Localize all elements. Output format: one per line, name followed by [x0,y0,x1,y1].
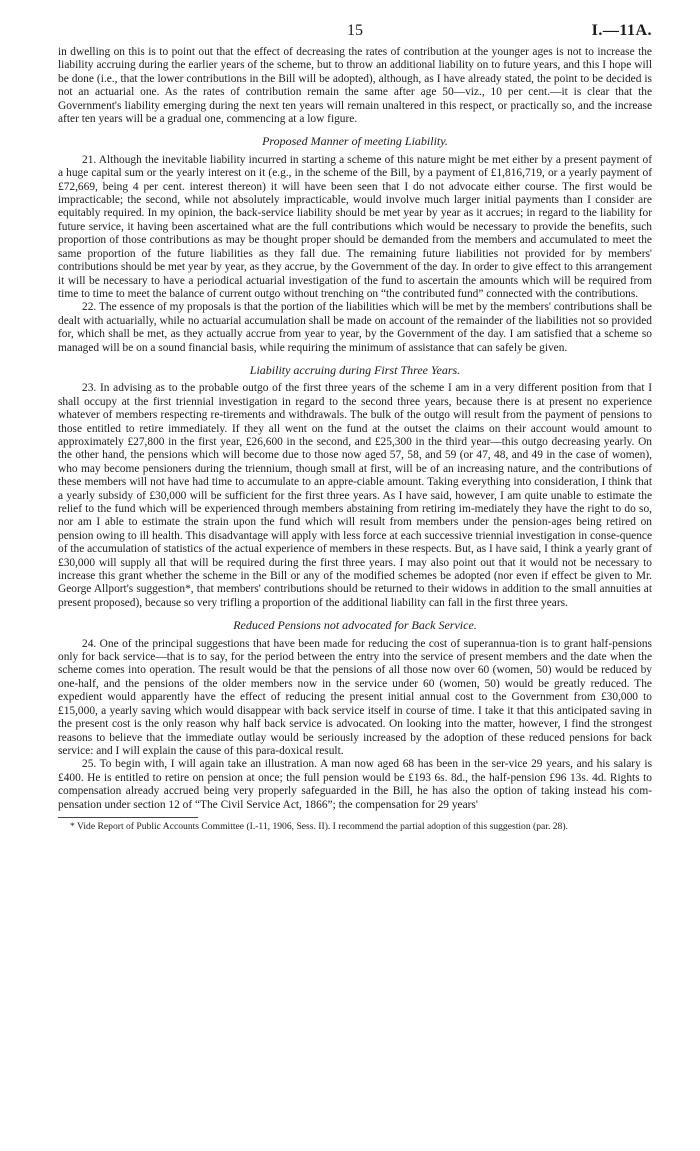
paragraph-continuation: in dwelling on this is to point out that the effect of decreasing the rates of contribution at the younger ages is not to increase the liability accruing during the earlier years of the scheme, but to throw an additional liability on to future years, and this I hope will be done (i.e., that the lower contributions in the Bill will be adopted), although, as I have already stated, the point to be decided is not an actuarial one. As the rates of contribution remain the same after age 50—viz., 10 per cent.—it is clear that the Government's liability emerging during the next ten years will remain unaltered in this respect, or practically so, and the increase after ten years will be a gradual one, commencing at a low figure. [58,46,652,126]
paragraph-21: 21. Although the inevitable liability incurred in starting a scheme of this nature might be met either by a present payment of a huge capital sum or the yearly interest on it (e.g., in the scheme of the Bill, by a payment of £1,816,719, or a yearly payment of £72,669, being 4 per cent. interest thereon) it will have been seen that I do not advocate either course. The first would be impracticable; the second, while not absolutely impracticable, would involve much larger initial payments than I consider are equitably required. In my opinion, the back-service liability should be met year by year as it accrues; in regard to the liability for future service, it having been ascertained what are the full contributions which would be necessary to provide the benefits, such proportion of those contributions as may be thought proper should be demanded from the members and accumulated to meet the same proportion of the future liabilities as they fall due. The remaining future liabilities not provided for by members' contributions should be met year by year, as they accrue, by the Government of the day. In order to give effect to this arrangement it will be necessary to have a periodical actuarial investigation of the fund to ascertain the amounts which will be required from time to time to meet the balance of current outgo without trenching on “the contributed fund” connected with the contributions. [58,153,652,300]
paragraph-22: 22. The essence of my proposals is that the portion of the liabilities which will be met by the members' contributions shall be dealt with actuarially, while no actuarial accumulation shall be made on account of the remainder of the liabilities not so provided for, which shall be met, as they actually accrue from year to year, by the Government of the day. I am satisfied that a scheme so managed will be on a sound financial basis, while requiring the minimum of assistance that can safely be given. [58,301,652,354]
section-heading-reduced-pensions: Reduced Pensions not advocated for Back Service. [233,618,477,633]
footnote: * Vide Report of Public Accounts Committee (I.-11, 1906, Sess. II). I recommend the partial adoption of this suggestion (par. 28). [70,820,568,832]
paragraph-25: 25. To begin with, I will again take an illustration. A man now aged 68 has been in the ser-vice 29 years, and his salary is £400. He is entitled to retire on pension at once; the full pension would be £193 6s. 8d., the half-pension £96 13s. 4d. Rights to compensation already accrued being very properly safeguarded in the Bill, he has also the option of taking instead his com-pensation under section 12 of “The Civil Service Act, 1866”; the compensation for 29 years' [58,758,652,811]
footnote-divider [58,817,198,818]
section-heading-liability: Proposed Manner of meeting Liability. [262,134,448,149]
paragraph-23: 23. In advising as to the probable outgo of the first three years of the scheme I am in a very different position from that I shall occupy at the first triennial investigation in regard to the second three years, because there is at present no experience whatever of members respecting re-tirements and withdrawals. The bulk of the outgo will result from the payment of pensions to those entitled to retire immediately. If they all went on the fund at the outset the claims on their account would amount to approximately £27,800 in the first year, £26,600 in the second, and £25,300 in the third year—this outgo decreasing yearly. On the other hand, the pensions which will become due to those now aged 57, 58, and 59 (or 47, 48, and 49 in the case of women), who may become pensioners during the triennium, though small at first, will be of an increasing nature, and the contributions of these members will not have had time to accumulate to an appre-ciable amount. Taking everything into consideration, I think that a yearly subsidy of £30,000 will be sufficient for the first three years. As I have said, however, I am quite unable to estimate the relief to the fund which will be experienced through members abstaining from retiring im-mediately they have the right to do so, nor am I able to estimate the strain upon the fund which will result from members under the pension-ages being retired on pension owing to ill health. This disadvantage will apply with less force at each successive triennial investigation in conse-quence of the accumulation of statistics of the actual experience of members in these respects. But, as I have said, I think a yearly grant of £30,000 will supply all that will be required during the first three years. I may also point out that it would not be necessary to increase this grant whether the scheme in the Bill or any of the modified schemes be adopted (nor even if effect be given to Mr. George Allport's suggestion*, that members' contributions should be returned to their widows in addition to the small annuities at present proposed), because so very trifling a proportion of the additional liability can fall in the first three years. [58,382,652,609]
page-header [58,24,652,46]
paragraph-24: 24. One of the principal suggestions that have been made for reducing the cost of superannua-tion is to grant half-pensions only for back service—that is to say, for the period between the entry into the service of present members and the date when the scheme comes into operation. The result would be that the pensions of all those now over 60 (women, 50) would be reduced by one-half, and the pensions of the older members now in the service under 60 (women, 50) would be greatly reduced. The expedient would apparently have the effect of reducing the present initial annual cost to the Government from £30,000 to £15,000, a yearly saving which would disappear with back service itself in course of time. I take it that this anticipated saving in the present cost is the only reason why half back service is advocated. On looking into the matter, however, I find the strongest reasons to believe that the immediate outlay would be seriously increased by the adoption of these reduced pensions for back service: and I will explain the cause of this para-doxical result. [58,637,652,757]
section-heading-first-three-years: Liability accruing during First Three Years. [249,362,461,377]
page-number: 15 [347,22,363,39]
document-reference: I.—11A. [591,22,652,39]
